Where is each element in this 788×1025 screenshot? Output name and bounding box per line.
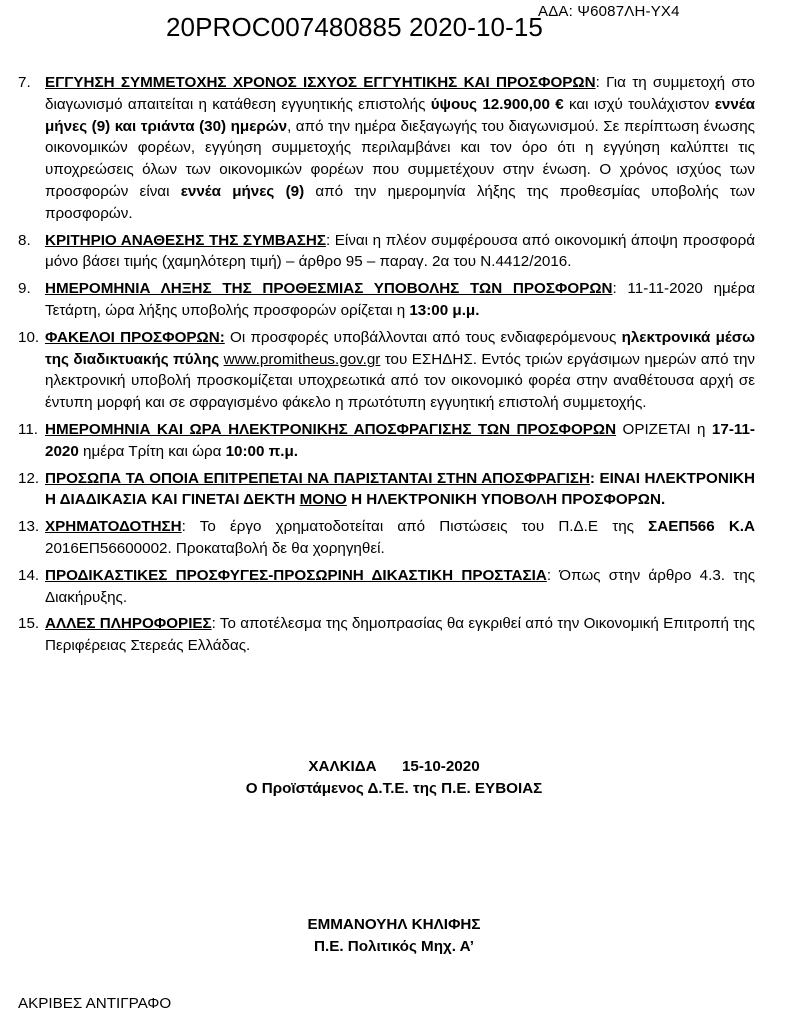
item-heading: ΑΛΛΕΣ ΠΛΗΡΟΦΟΡΙΕΣ	[45, 615, 212, 633]
item-heading: ΠΡΟΣΩΠΑ ΤΑ ΟΠΟΙΑ ΕΠΙΤΡΕΠΕΤΑΙ ΝΑ ΠΑΡΙΣΤΑΝΤΑΙ ΣΤΗΝ ΑΠΟΣΦΡΑΓΙΣΗ	[45, 469, 590, 487]
signatory-name: ΕΜΜΑΝΟΥΗΛ ΚΗΛΙΦΗΣ	[307, 916, 481, 933]
item-number: 8.	[18, 231, 31, 249]
procurement-id: 20PROC007480885 2020-10-15	[166, 12, 543, 42]
item-number: 14.	[18, 566, 40, 584]
item-heading: ΚΡΙΤΗΡΙΟ ΑΝΑΘΕΣΗΣ ΤΗΣ ΣΥΜΒΑΣΗΣ	[45, 231, 326, 249]
signature-place-date: ΧΑΛΚΙΔΑ 15-10-2020	[308, 758, 480, 775]
list-item-10: 10. ΦΑΚΕΛΟΙ ΠΡΟΣΦΟΡΩΝ: Οι προσφορές υποβάλλονται από τους ενδιαφερόμενους ηλεκτρονικά μέσω της διαδικτυακής πύλης www.promitheus.gov.gr του ΕΣΗΔΗΣ. Εντός τριών εργάσιμων ημερών από την ηλεκτρονική υποβολή προσκομίζεται υποχρεωτικά από τον οικονομικό φορέα στην αναθέτουσα αρχή σε έντυπη μορφή και σε σφραγισμένο φάκελο η πρωτότυπη εγγυητική επιστολή συμμετοχής.	[18, 328, 755, 412]
item-number: 13.	[18, 518, 40, 536]
item-heading: ΠΡΟΔΙΚΑΣΤΙΚΕΣ ΠΡΟΣΦΥΓΕΣ-ΠΡΟΣΩΡΙΝΗ ΔΙΚΑΣΤΙΚΗ ΠΡΟΣΤΑΣΙΑ	[45, 566, 547, 584]
signatory-title: Π.Ε. Πολιτικός Μηχ. Α’	[314, 938, 474, 955]
item-heading: ΗΜΕΡΟΜΗΝΙΑ ΛΗΞΗΣ ΤΗΣ ΠΡΟΘΕΣΜΙΑΣ ΥΠΟΒΟΛΗΣ ΤΩΝ ΠΡΟΣΦΟΡΩΝ	[45, 280, 613, 298]
promitheus-link[interactable]: www.promitheus.gov.gr	[223, 350, 381, 368]
list-item-7: 7. ΕΓΓΥΗΣΗ ΣΥΜΜΕΤΟΧΗΣ ΧΡΟΝΟΣ ΙΣΧΥΟΣ ΕΓΓΥΗΤΙΚΗΣ ΚΑΙ ΠΡΟΣΦΟΡΩΝ: Για τη συμμετοχή στο διαγωνισμό απαιτείται η κατάθεση εγγυητικής επιστολής ύψους 12.900,00 € και ισχύ τουλάχιστον εννέα μήνες (9) και τριάντα (30) ημερών, από την ημέρα διεξαγωγής του διαγωνισμού. Σε περίπτωση ένωσης οικονομικών φορέων, εγγύηση συμμετοχής περιλαμβάνει και τον όρο ότι η εγγύηση καλύπτει τις υποχρεώσεις όλων των οικονομικών φορέων που συμμετέχουν στην ένωση. Ο χρόνος ισχύος των προσφορών είναι εννέα μήνες (9) από την ημερομηνία λήξης της προθεσμίας υποβολής των προσφορών.	[18, 74, 756, 222]
item-number: 11.	[18, 420, 38, 438]
item-number: 15.	[18, 615, 40, 633]
list-item-13: 13. ΧΡΗΜΑΤΟΔΟΤΗΣΗ: Το έργο χρηματοδοτείται από Πιστώσεις του Π.Δ.Ε της ΣΑΕΠ566 Κ.Α 2016ΕΠ56600002. Προκαταβολή δε θα χορηγηθεί.	[18, 518, 755, 557]
list-item-14: 14. ΠΡΟΔΙΚΑΣΤΙΚΕΣ ΠΡΟΣΦΥΓΕΣ-ΠΡΟΣΩΡΙΝΗ ΔΙΚΑΣΤΙΚΗ ΠΡΟΣΤΑΣΙΑ: Όπως στην άρθρο 4.3. της Διακήρυξης.	[18, 566, 756, 606]
certified-copy-label: ΑΚΡΙΒΕΣ ΑΝΤΙΓΡΑΦΟ	[18, 995, 172, 1012]
list-item-9: 9. ΗΜΕΡΟΜΗΝΙΑ ΛΗΞΗΣ ΤΗΣ ΠΡΟΘΕΣΜΙΑΣ ΥΠΟΒΟΛΗΣ ΤΩΝ ΠΡΟΣΦΟΡΩΝ: 11-11-2020 ημέρα Τετάρτη, ώρα λήξης υποβολής προσφορών ορίζεται η 13:00 μ.μ.	[18, 280, 755, 319]
list-item-12: 12. ΠΡΟΣΩΠΑ ΤΑ ΟΠΟΙΑ ΕΠΙΤΡΕΠΕΤΑΙ ΝΑ ΠΑΡΙΣΤΑΝΤΑΙ ΣΤΗΝ ΑΠΟΣΦΡΑΓΙΣΗ: ΕΙΝΑΙ ΗΛΕΚΤΡΟΝΙΚΗ Η ΔΙΑΔΙΚΑΣΙΑ ΚΑΙ ΓΙΝΕΤΑΙ ΔΕΚΤΗ ΜΟΝΟ Η ΗΛΕΚΤΡΟΝΙΚΗ ΥΠΟΒΟΛΗ ΠΡΟΣΦΟΡΩΝ.	[18, 469, 755, 509]
item-heading: ΧΡΗΜΑΤΟΔΟΤΗΣΗ	[45, 518, 182, 536]
item-heading: ΗΜΕΡΟΜΗΝΙΑ ΚΑΙ ΩΡΑ ΗΛΕΚΤΡΟΝΙΚΗΣ ΑΠΟΣΦΡΑΓΙΣΗΣ ΤΩΝ ΠΡΟΣΦΟΡΩΝ	[45, 420, 617, 438]
item-heading: ΦΑΚΕΛΟΙ ΠΡΟΣΦΟΡΩΝ:	[45, 328, 225, 346]
item-heading: ΕΓΓΥΗΣΗ ΣΥΜΜΕΤΟΧΗΣ ΧΡΟΝΟΣ ΙΣΧΥΟΣ ΕΓΓΥΗΤΙΚΗΣ ΚΑΙ ΠΡΟΣΦΟΡΩΝ	[45, 74, 596, 91]
item-number: 10.	[18, 328, 40, 346]
ada-code: ΑΔΑ: Ψ6087ΛΗ-ΥΧ4	[538, 3, 680, 20]
terms-list	[0, 72, 788, 662]
item-number: 7.	[18, 74, 31, 91]
list-item-15: 15. ΑΛΛΕΣ ΠΛΗΡΟΦΟΡΙΕΣ: Το αποτέλεσμα της δημοπρασίας θα εγκριθεί από την Οικονομική Επιτροπή της Περιφέρειας Στερεάς Ελλάδας.	[18, 615, 755, 655]
item-number: 9.	[18, 280, 31, 298]
list-item-11: 11. ΗΜΕΡΟΜΗΝΙΑ ΚΑΙ ΩΡΑ ΗΛΕΚΤΡΟΝΙΚΗΣ ΑΠΟΣΦΡΑΓΙΣΗΣ ΤΩΝ ΠΡΟΣΦΟΡΩΝ ΟΡΙΖΕΤΑΙ η 17-11-2020 ημέρα Τρίτη και ώρα 10:00 π.μ.	[18, 420, 755, 460]
document-header	[0, 0, 788, 48]
signature-role: Ο Προϊστάμενος Δ.Τ.Ε. της Π.Ε. ΕΥΒΟΙΑΣ	[245, 780, 543, 797]
item-number: 12.	[18, 469, 40, 487]
list-item-8: 8. ΚΡΙΤΗΡΙΟ ΑΝΑΘΕΣΗΣ ΤΗΣ ΣΥΜΒΑΣΗΣ: Είναι η πλέον συμφέρουσα από οικονομική άποψη προσφορά μόνο βάσει τιμής (χαμηλότερη τιμή) – άρθρο 95 – παραγ. 2α του Ν.4412/2016.	[18, 231, 756, 271]
